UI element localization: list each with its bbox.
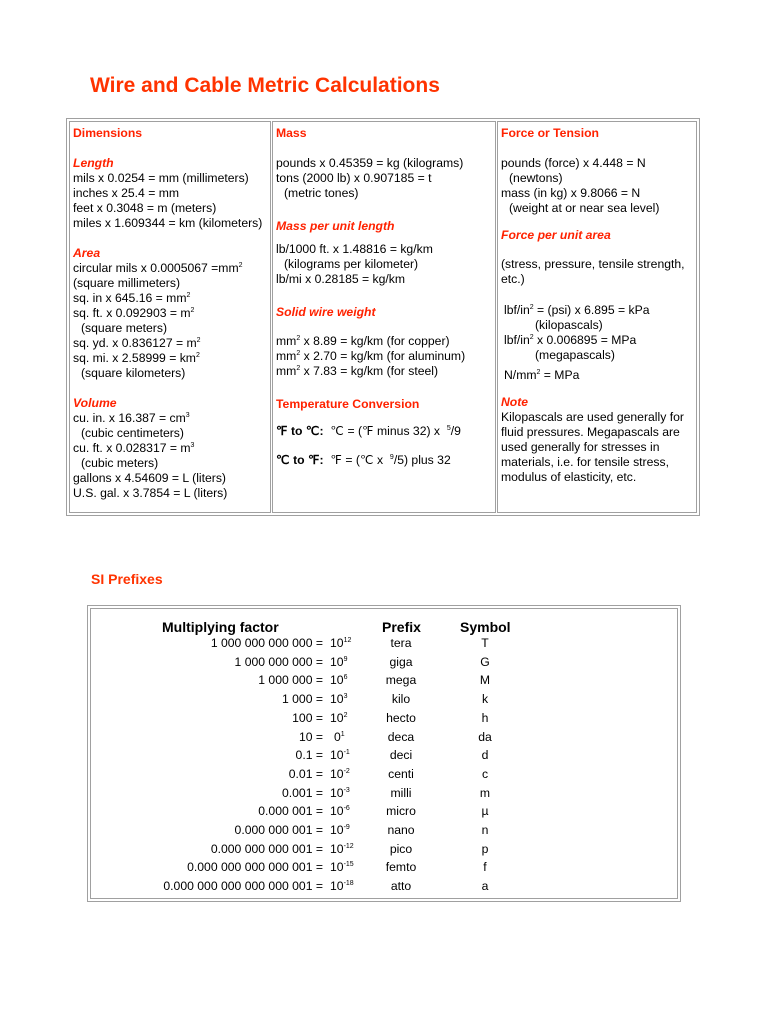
note-label: Note bbox=[501, 395, 529, 409]
table-row: 0.000 000 001 = $10^{-9}$ nano n bbox=[91, 823, 677, 842]
force-per-area-label: Force per unit area bbox=[501, 228, 611, 242]
power-value: $10^{-12}$ bbox=[330, 841, 354, 856]
volume-label: Volume bbox=[73, 396, 117, 410]
mass-per-length-label: Mass per unit length bbox=[276, 219, 395, 233]
si-prefixes-title: SI Prefixes bbox=[91, 571, 163, 587]
note-text: Kilopascals are used generally for fluid pressures. Megapascals are used generally for stresses in materials, i.e. for tensile stress, modulus of elasticity, etc. bbox=[501, 410, 684, 484]
force-per-area-desc: (stress, pressure, tensile strength, etc.) bbox=[501, 257, 685, 286]
table-row: 0.000 001 = $10^{-6}$ micro µ bbox=[91, 804, 677, 823]
symbol-header: Symbol bbox=[460, 619, 511, 635]
mass-per-length-line: (kilograms per kilometer) bbox=[284, 257, 419, 271]
volume-line: U.S. gal. x 3.7854 = L (liters) bbox=[73, 486, 228, 500]
mass-cell bbox=[272, 121, 496, 513]
factor-value: 1 000 000 = bbox=[258, 673, 323, 688]
volume-line: cu. ft. x $0.028317 = m^3$ bbox=[73, 441, 195, 455]
table-row: 0.01 = $10^{-2}$ centi c bbox=[91, 767, 677, 786]
prefix-header: Prefix bbox=[382, 619, 421, 635]
length-line: miles x 1.609344 = km (kilometers) bbox=[73, 216, 263, 230]
solid-wire-line: $mm^2$ x 7.83 = kg/km (for steel) bbox=[276, 364, 439, 378]
table-row: 1 000 000 000 = $10^9$ giga G bbox=[91, 655, 677, 674]
factor-value: 0.000 000 000 000 000 001 = bbox=[163, 879, 323, 894]
length-line: feet x 0.3048 = m (meters) bbox=[73, 201, 217, 215]
mass-line: pounds x 0.45359 = kg (kilograms) bbox=[276, 156, 464, 170]
factor-header: Multiplying factor bbox=[162, 619, 279, 635]
power-value: $10^{-6}$ bbox=[330, 804, 350, 819]
factor-value: 0.000 000 001 = bbox=[234, 823, 323, 837]
pressure-line: (kilopascals) bbox=[535, 318, 603, 332]
force-cell bbox=[497, 121, 697, 513]
power-value: $10^6$ bbox=[330, 673, 348, 688]
area-line: sq. mi. x $2.58999 = km^2$ bbox=[73, 351, 200, 365]
factor-value: 0.000 001 = bbox=[258, 804, 323, 819]
table-row: 1 000 = $10^3$ kilo k bbox=[91, 692, 677, 711]
solid-wire-line: $mm^2$ x 2.70 = kg/km (for aluminum) bbox=[276, 349, 466, 363]
factor-value: 100 = bbox=[292, 710, 323, 725]
table-row: 10 = $0^1$ deca da bbox=[91, 730, 677, 749]
power-value: $10^3$ bbox=[330, 692, 348, 707]
f-to-c-formula: ℉ to ℃: ℃ = (℉ minus 32) x $^5$/9 bbox=[276, 424, 461, 438]
table-row: 0.000 000 000 000 001 = $10^{-15}$ femto f bbox=[91, 860, 677, 879]
power-value: $10^{-3}$ bbox=[330, 785, 350, 800]
factor-value: 1 000 = bbox=[281, 692, 323, 707]
mass-per-length-line: lb/mi x 0.28185 = kg/km bbox=[276, 272, 406, 286]
area-line: (square millimeters) bbox=[73, 276, 180, 290]
si-prefixes-table bbox=[87, 605, 681, 902]
table-row: 0.1 = $10^{-1}$ deci d bbox=[91, 748, 677, 767]
table-row: 1 000 000 = $10^6$ mega M bbox=[91, 673, 677, 692]
pressure-line: $N/mm^2$ = MPa bbox=[504, 368, 580, 382]
page-title: Wire and Cable Metric Calculations bbox=[90, 74, 440, 97]
power-value: $10^{-15}$ bbox=[330, 860, 354, 875]
volume-line: (cubic meters) bbox=[81, 456, 159, 470]
pressure-line: lbf/$in^2 = (psi)$ x 6.895 = kPa bbox=[504, 303, 650, 317]
c-to-f-formula: ℃ to ℉: ℉ = (℃ x $^9$/5) plus 32 bbox=[276, 453, 451, 467]
power-value: $10^{12}$ bbox=[330, 636, 352, 650]
table-row: 1 000 000 000 000 = $10^{12}$ tera T bbox=[91, 636, 677, 655]
length-line: mils x 0.0254 = mm (millimeters) bbox=[73, 171, 249, 185]
volume-line: gallons x 4.54609 = L (liters) bbox=[73, 471, 226, 485]
area-line: sq. yd. x $0.836127 = m^2$ bbox=[73, 336, 201, 350]
mass-per-length-line: lb/1000 ft. x 1.48816 = kg/km bbox=[276, 242, 433, 256]
conversion-table bbox=[66, 118, 700, 516]
factor-value: 0.001 = bbox=[281, 785, 323, 800]
factor-value: 0.000 000 000 000 001 = bbox=[187, 860, 323, 875]
solid-wire-line: $mm^2$ x 8.89 = kg/km (for copper) bbox=[276, 334, 450, 348]
pressure-line: (megapascals) bbox=[535, 348, 615, 362]
power-value: $10^2$ bbox=[330, 710, 348, 725]
length-line: inches x 25.4 = mm bbox=[73, 186, 180, 200]
factor-value: 1 000 000 000 = bbox=[234, 654, 323, 669]
table-row: 0.000 000 000 000 000 001 = $10^{-18}$ atto a bbox=[91, 879, 677, 898]
force-line: (weight at or near sea level) bbox=[509, 201, 660, 215]
volume-line: cu. in. x $16.387 = cm^3$ bbox=[73, 411, 190, 425]
pressure-line: lbf/$in^2$ x 0.006895 = MPa bbox=[504, 333, 637, 347]
force-heading: Force or Tension bbox=[501, 126, 599, 140]
area-line: circular mils x $0.0005067 =mm^2$ bbox=[73, 261, 243, 275]
area-line: (square kilometers) bbox=[81, 366, 186, 380]
force-line: mass (in kg) x 9.8066 = N bbox=[501, 186, 641, 200]
factor-value: 0.1 = bbox=[295, 748, 323, 763]
mass-line: tons (2000 lb) x 0.907185 = t bbox=[276, 171, 432, 185]
area-label: Area bbox=[73, 246, 101, 260]
force-line: pounds (force) x 4.448 = N bbox=[501, 156, 646, 170]
table-row: 0.000 000 000 001 = $10^{-12}$ pico p bbox=[91, 842, 677, 861]
mass-heading: Mass bbox=[276, 126, 307, 140]
power-value: $10^{-9}$ bbox=[330, 823, 350, 837]
table-row: 100 = $10^2$ hecto h bbox=[91, 711, 677, 730]
temperature-label: Temperature Conversion bbox=[276, 397, 420, 411]
table-row: 0.001 = $10^{-3}$ milli m bbox=[91, 786, 677, 805]
area-line: sq. in x $645.16 = mm^2$ bbox=[73, 291, 191, 305]
factor-value: 0.000 000 000 001 = bbox=[210, 841, 323, 856]
volume-line: (cubic centimeters) bbox=[81, 426, 184, 440]
dimensions-heading: Dimensions bbox=[73, 126, 143, 140]
factor-value: 0.01 = bbox=[288, 766, 323, 781]
area-line: sq. ft. x $0.092903 = m^2$ bbox=[73, 306, 195, 320]
power-value: $10^{-18}$ bbox=[330, 879, 354, 894]
factor-value: 1 000 000 000 000 = bbox=[210, 636, 323, 650]
factor-value: 10 = bbox=[298, 729, 323, 744]
force-line: (newtons) bbox=[509, 171, 563, 185]
area-line: (square meters) bbox=[81, 321, 168, 335]
power-value: $10^{-1}$ bbox=[330, 748, 350, 763]
power-value: $0^1$ bbox=[334, 729, 345, 744]
mass-line: (metric tones) bbox=[284, 186, 359, 200]
dimensions-cell bbox=[69, 121, 271, 513]
power-value: $10^{-2}$ bbox=[330, 766, 350, 781]
length-label: Length bbox=[73, 156, 114, 170]
power-value: $10^9$ bbox=[330, 654, 348, 669]
solid-wire-label: Solid wire weight bbox=[276, 305, 376, 319]
